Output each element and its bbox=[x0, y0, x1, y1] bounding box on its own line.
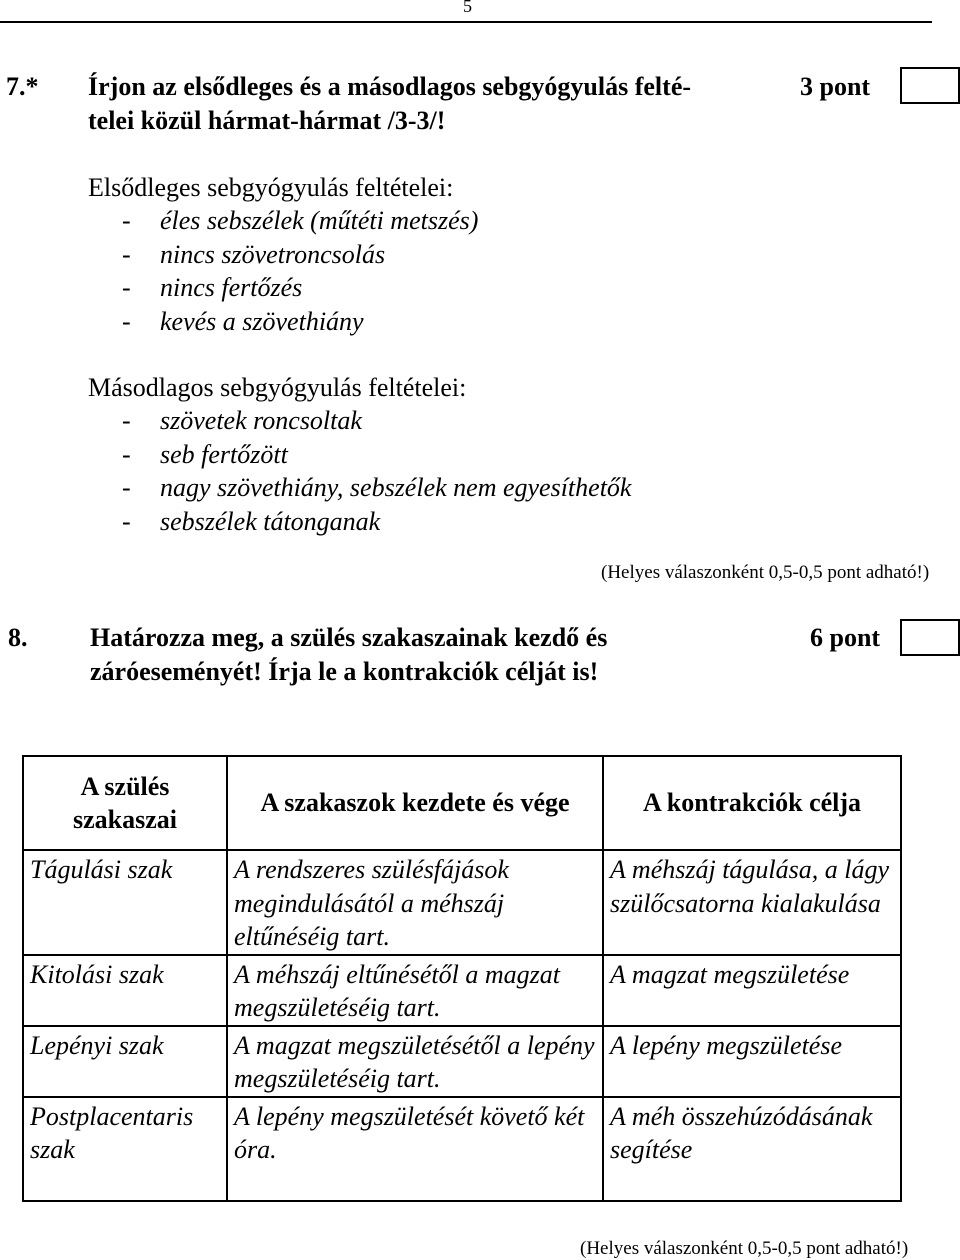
q8-prompt-line2: záróeseményét! Írja le a kontrakciók célját is! bbox=[90, 657, 599, 686]
list-item: éles sebszélek (műtéti metszés) bbox=[160, 206, 479, 235]
list-dash: - bbox=[122, 506, 131, 536]
page-number: 5 bbox=[463, 0, 472, 16]
q7-points: 3 pont bbox=[800, 72, 871, 101]
header-contraction-purpose: A kontrakciók célja bbox=[603, 756, 901, 850]
q8-number: 8. bbox=[8, 623, 28, 652]
q7-secondary-heading: Másodlagos sebgyógyulás feltételei: bbox=[88, 373, 467, 402]
cell-purpose: A magzat megszületése bbox=[603, 955, 901, 1026]
q7-prompt-line1: Írjon az elsődleges és a másodlagos sebgyógyulás felté- bbox=[88, 72, 692, 101]
cell-start-end: A méhszáj eltűnésétől a magzat megszületéséig tart. bbox=[227, 955, 603, 1026]
cell-purpose: A méh összehúzódásának segítése bbox=[603, 1097, 901, 1201]
cell-start-end: A rendszeres szülésfájások megindulásától a méhszáj eltűnéséig tart. bbox=[227, 850, 603, 955]
list-item: nagy szövethiány, sebszélek nem egyesíthetők bbox=[160, 473, 632, 502]
table-header-row bbox=[23, 756, 901, 850]
q8-prompt-line1: Határozza meg, a szülés szakaszainak kezdő és bbox=[90, 623, 608, 652]
q7-score-box[interactable] bbox=[900, 67, 960, 104]
list-dash: - bbox=[122, 306, 131, 336]
list-item: seb fertőzött bbox=[160, 439, 288, 469]
list-dash: - bbox=[122, 473, 131, 502]
q7-number: 7.* bbox=[6, 72, 39, 101]
list-item: nincs fertőzés bbox=[160, 273, 303, 302]
table-row bbox=[23, 850, 901, 955]
cell-phase: Postplacentaris szak bbox=[23, 1097, 227, 1201]
cell-phase: Lepényi szak bbox=[23, 1026, 227, 1097]
birth-phases-table bbox=[22, 755, 902, 1202]
q7-primary-heading: Elsődleges sebgyógyulás feltételei: bbox=[88, 173, 454, 202]
list-dash: - bbox=[122, 406, 131, 435]
list-dash: - bbox=[122, 439, 131, 469]
cell-purpose: A lepény megszületése bbox=[603, 1026, 901, 1097]
q8-scoring-note: (Helyes válaszonként 0,5-0,5 pont adható!) bbox=[580, 1238, 909, 1259]
q7-scoring-note: (Helyes válaszonként 0,5-0,5 pont adható!) bbox=[601, 562, 930, 583]
list-dash: - bbox=[122, 273, 131, 302]
header-phases: A szülés szakaszai bbox=[23, 756, 227, 850]
cell-start-end: A magzat megszületésétől a lepény megszületéséig tart. bbox=[227, 1026, 603, 1097]
cell-start-end: A lepény megszületését követő két óra. bbox=[227, 1097, 603, 1201]
table-row bbox=[23, 955, 901, 1026]
cell-phase: Kitolási szak bbox=[23, 955, 227, 1026]
table-row bbox=[23, 1026, 901, 1097]
list-item: sebszélek tátonganak bbox=[160, 506, 381, 536]
q7-prompt-line2: telei közül hármat-hármat /3-3/! bbox=[88, 106, 446, 135]
cell-purpose: A méhszáj tágulása, a lágy szülőcsatorna kialakulása bbox=[603, 850, 901, 955]
header-start-end: A szakaszok kezdete és vége bbox=[227, 756, 603, 850]
list-dash: - bbox=[122, 239, 131, 269]
q8-score-box[interactable] bbox=[900, 619, 960, 656]
cell-phase: Tágulási szak bbox=[23, 850, 227, 955]
table-row bbox=[23, 1097, 901, 1201]
list-item: szövetek roncsoltak bbox=[160, 406, 362, 435]
list-dash: - bbox=[122, 206, 131, 235]
list-item: nincs szövetroncsolás bbox=[160, 239, 386, 269]
header-rule bbox=[0, 21, 932, 23]
q8-points: 6 pont bbox=[810, 623, 881, 652]
list-item: kevés a szövethiány bbox=[160, 306, 364, 336]
